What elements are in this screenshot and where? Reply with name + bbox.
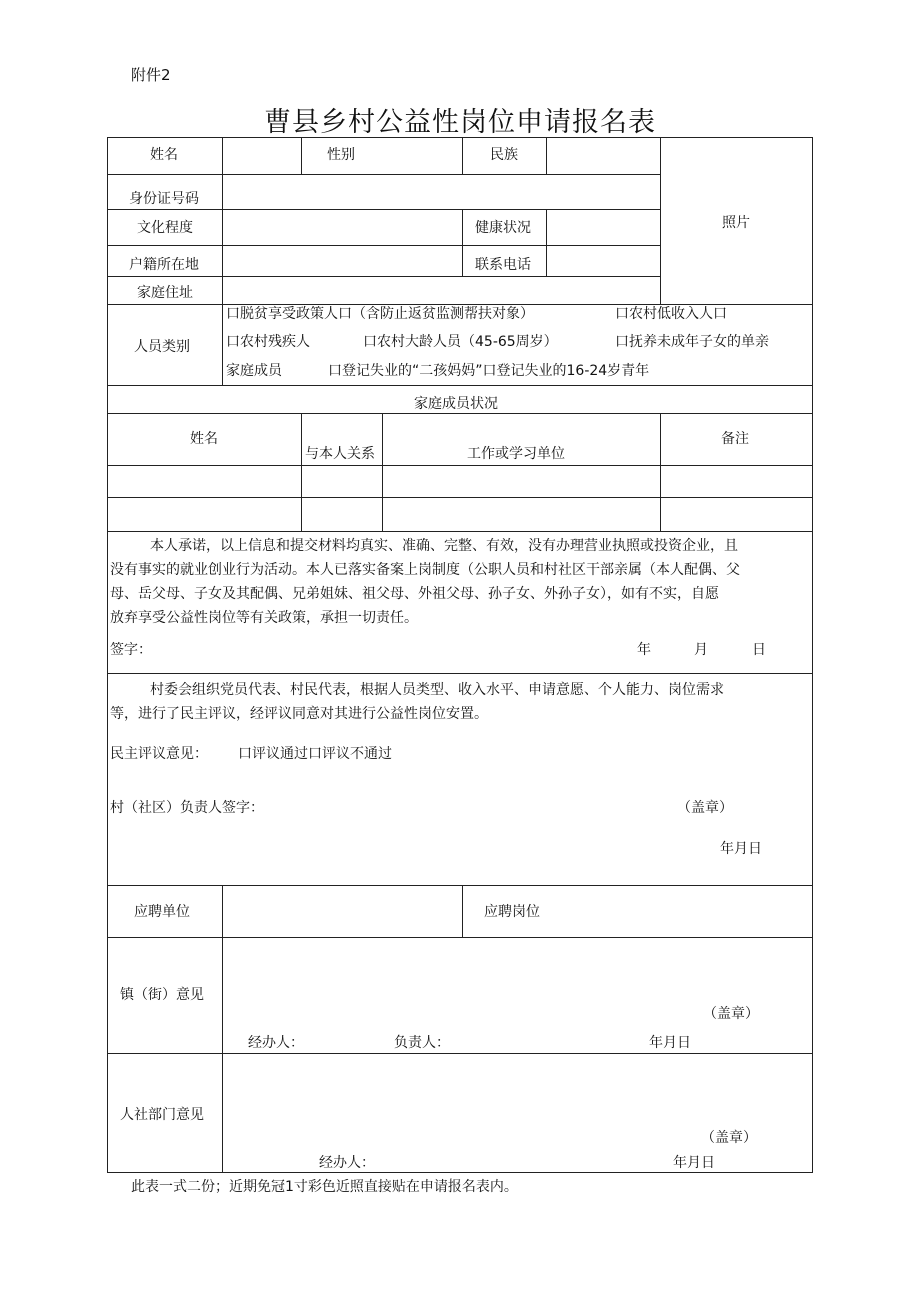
label-ethnicity: 民族 bbox=[490, 147, 518, 163]
village-line: 等，进行了民主评议，经评议同意对其进行公益性岗位安置。 bbox=[110, 706, 488, 722]
rule bbox=[222, 137, 223, 304]
leader-sign-label: 村（社区）负责人签字： bbox=[110, 800, 264, 816]
rule bbox=[107, 174, 661, 175]
rule bbox=[107, 209, 661, 210]
village-line: 村委会组织党员代表、村民代表，根据人员类型、收入水平、申请意愿、个人能力、岗位需求 bbox=[150, 682, 724, 698]
rule bbox=[222, 885, 223, 1172]
rule bbox=[107, 413, 813, 414]
town-responsible: 负责人： bbox=[394, 1035, 450, 1051]
category-option: 口农村低收入人口 bbox=[615, 306, 727, 322]
label-id-number: 身份证号码 bbox=[129, 191, 199, 207]
rule bbox=[107, 1053, 813, 1054]
town-date: 年月日 bbox=[649, 1035, 691, 1051]
label-phone: 联系电话 bbox=[475, 257, 531, 273]
label-address: 家庭住址 bbox=[137, 285, 193, 301]
rule bbox=[107, 531, 813, 532]
rule bbox=[107, 673, 813, 674]
pledge-line: 母、岳父母、子女及其配偶、兄弟姐妹、祖父母、外祖父母、孙子女、外孙子女），如有不实，自愿 bbox=[110, 586, 719, 602]
rule bbox=[660, 137, 661, 304]
rule bbox=[462, 885, 463, 937]
table-right-border bbox=[812, 137, 813, 1172]
rule bbox=[462, 137, 463, 174]
label-household-reg: 户籍所在地 bbox=[129, 257, 199, 273]
photo-placeholder: 照片 bbox=[722, 215, 750, 231]
category-option: 家庭成员 bbox=[226, 363, 282, 379]
rule bbox=[107, 276, 661, 277]
rule bbox=[107, 937, 813, 938]
hr-date: 年月日 bbox=[673, 1155, 715, 1171]
label-apply-post: 应聘岗位 bbox=[484, 904, 540, 920]
opinion-options: 口评议通过口评议不通过 bbox=[238, 746, 392, 762]
pledge-line: 没有事实的就业创业行为活动。本人已落实备案上岗制度（公职人员和村社区干部亲属（本人配偶、父 bbox=[110, 562, 740, 578]
village-date: 年月日 bbox=[720, 841, 762, 857]
rule bbox=[462, 209, 463, 276]
date-day: 日 bbox=[752, 642, 766, 658]
rule bbox=[107, 304, 813, 305]
rule bbox=[546, 137, 547, 174]
label-hr-opinion: 人社部门意见 bbox=[120, 1107, 204, 1123]
hr-seal: （盖章） bbox=[701, 1130, 757, 1146]
rule bbox=[107, 497, 813, 498]
label-education: 文化程度 bbox=[137, 220, 193, 236]
town-seal: （盖章） bbox=[703, 1006, 759, 1022]
family-header-name: 姓名 bbox=[190, 431, 218, 447]
label-gender: 性别 bbox=[327, 147, 355, 163]
opinion-label: 民主评议意见： bbox=[110, 746, 208, 762]
town-handler: 经办人： bbox=[248, 1035, 304, 1051]
rule bbox=[107, 245, 661, 246]
label-name: 姓名 bbox=[150, 147, 178, 163]
date-year: 年 bbox=[637, 642, 651, 658]
pledge-line: 放弃享受公益性岗位等有关政策，承担一切责任。 bbox=[110, 610, 418, 626]
attachment-label: 附件2 bbox=[131, 66, 171, 84]
family-header-relation: 与本人关系 bbox=[305, 446, 375, 462]
rule bbox=[546, 209, 547, 276]
rule bbox=[107, 465, 813, 466]
label-town-opinion: 镇（街）意见 bbox=[120, 987, 204, 1003]
hr-handler: 经办人： bbox=[319, 1155, 375, 1171]
category-option: 口登记失业的“二孩妈妈”口登记失业的16-24岁青年 bbox=[328, 363, 650, 379]
rule bbox=[107, 385, 813, 386]
table-left-border bbox=[107, 137, 108, 1172]
footnote: 此表一式二份；近期免冠1寸彩色近照直接贴在申请报名表内。 bbox=[131, 1179, 518, 1195]
rule bbox=[301, 413, 302, 531]
rule bbox=[382, 413, 383, 531]
village-seal: （盖章） bbox=[677, 800, 733, 816]
table-bottom-border bbox=[107, 1172, 813, 1173]
category-option: 口农村大龄人员（45-65周岁） bbox=[363, 334, 558, 350]
family-header-workplace: 工作或学习单位 bbox=[467, 446, 565, 462]
pledge-line: 本人承诺，以上信息和提交材料均真实、准确、完整、有效，没有办理营业执照或投资企业，且 bbox=[150, 538, 738, 554]
date-month: 月 bbox=[694, 642, 708, 658]
label-category: 人员类别 bbox=[134, 339, 190, 355]
label-apply-unit: 应聘单位 bbox=[134, 904, 190, 920]
rule bbox=[107, 885, 813, 886]
signature-label: 签字： bbox=[110, 642, 152, 658]
family-section-title: 家庭成员状况 bbox=[414, 396, 498, 412]
rule bbox=[301, 137, 302, 174]
category-option: 口脱贫享受政策人口（含防止返贫监测帮扶对象） bbox=[226, 306, 534, 322]
rule bbox=[222, 304, 223, 385]
table-top-border bbox=[107, 137, 813, 138]
label-health: 健康状况 bbox=[475, 220, 531, 236]
family-header-remark: 备注 bbox=[721, 431, 749, 447]
category-option: 口农村残疾人 bbox=[226, 334, 310, 350]
rule bbox=[660, 413, 661, 531]
category-option: 口抚养未成年子女的单亲 bbox=[615, 334, 769, 350]
form-title: 曹县乡村公益性岗位申请报名表 bbox=[264, 107, 656, 138]
